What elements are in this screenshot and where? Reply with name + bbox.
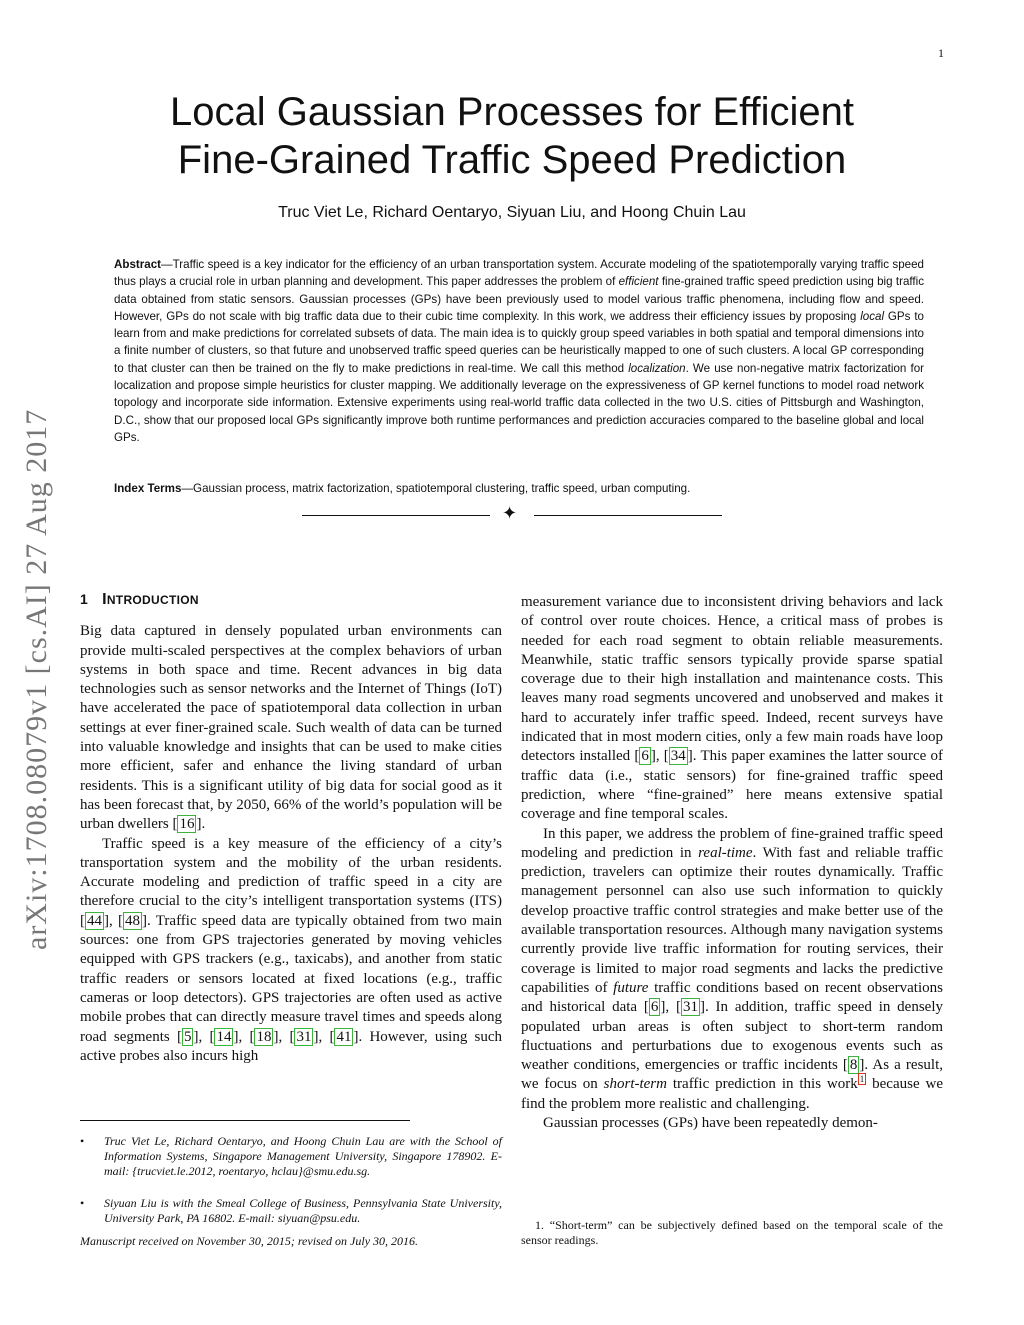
index-terms-label: Index Terms bbox=[114, 482, 182, 495]
paragraph-text: . With fast and reliable traffic prediction, travelers can optimize their routes dynamically. Traffic management personnel can also use such information to quickly develop proactive traffic control strategies and make better use of the available transportation resources. Although many navigation systems currently provide live traffic information for routing services, their coverage is limited to major road segments and lacks the predictive capabilities of bbox=[521, 844, 943, 996]
section-separator bbox=[302, 505, 722, 525]
citation-link[interactable]: 8 bbox=[849, 1057, 858, 1074]
left-column bbox=[80, 590, 502, 1066]
separator-line-right bbox=[534, 515, 722, 516]
author-list: Truc Viet Le, Richard Oentaryo, Siyuan Liu, and Hoong Chuin Lau bbox=[278, 204, 746, 221]
title-line-2: Fine-Grained Traffic Speed Prediction bbox=[177, 138, 847, 182]
title-line-1: Local Gaussian Processes for Efficient bbox=[169, 90, 855, 134]
abstract-text-2: fine-grained traffic speed prediction using big traffic data obtained from static sensors. Gaussian processes (GPs) have been previously used to model various traffic phenomena, including flow and speed. However, GPs do not scale with big traffic data due to their cubic time complexity. In this work, we address their efficiency issues by proposing bbox=[114, 275, 924, 323]
index-terms bbox=[114, 482, 924, 495]
citation-link[interactable]: 5 bbox=[183, 1028, 192, 1045]
separator-star-icon: ✦ bbox=[502, 503, 518, 524]
section-heading-introduction bbox=[80, 590, 502, 610]
separator-text: , bbox=[238, 1028, 250, 1045]
affiliation-2 bbox=[80, 1196, 502, 1226]
abstract bbox=[114, 256, 924, 446]
abstract-text-3: GPs to learn from and make predictions for correlated subsets of data. The main idea is to quickly group speed variables in both spatial and temporal dimensions into a finite number of clusters, so that future and unobserved traffic speed queries can be heuristically mapped to one of such clusters. A local GP corresponding to that cluster can then be trained on the fly to make predictions in real-time. We call this method bbox=[114, 309, 924, 375]
intro-paragraph-2: Traffic speed is a key measure of the efficiency of a city’s transportation system and the mobility of the urban residents. Accurate modeling and prediction of traffic speed in a city are therefore crucial to the city’s intelligent transportation systems (ITS) [ 44 ], [ 48 ]. Traffic speed data are typically obtained from two main sources: one from GPS trajectories generated by moving vehicles equipped with GPS trackers (e.g., taxicabs), and another from static traffic readers or sensors located at fixed locations (e.g., traffic cameras or loop detectors). GPS trajectories are often used as active mobile probes that can directly measure travel times and speeds along road segments [ 5 ], [ 14 ], [ 18 ], [ 31 ], [ 41 ]. However, using such active probes also incurs high bbox=[80, 835, 503, 1064]
citation-link[interactable]: 31 bbox=[682, 999, 698, 1016]
citation-link[interactable]: 41 bbox=[336, 1028, 352, 1045]
emphasis-text: short-term bbox=[603, 1076, 667, 1093]
intro-paragraph-4: In this paper, we address the problem of fine-grained traffic speed modeling and prediction in real-time. With fast and reliable traffic prediction, travelers can optimize their routes dynamically. Traffic management personnel can also use such information to quickly develop proactive traffic control strategies and make better use of the available transportation resources. Although many navigation systems currently provide live traffic information for routing services, their coverage is limited to major road segments and lacks the predictive capabilities of future traffic conditions based on recent observations and historical data [ 6 ], [ 31 ]. In addition, traffic speed in densely populated urban areas is often subject to short-term random fluctuations and perturbations due to exogenous events such as weather conditions, emergencies or traffic incidents [ 8 ]. As a result, we focus on short-term traffic prediction in this work $^1$ because we find the problem more realistic and challenging. bbox=[521, 825, 943, 1112]
paragraph-text: . In addition, traffic speed in densely populated urban areas is often subject to short-term random fluctuations and perturbations due to exogenous events such as weather conditions, emergencies or traffic incidents bbox=[521, 999, 943, 1074]
paragraph-text: because we find the problem more realistic and challenging. bbox=[521, 1076, 943, 1112]
bullet-icon: • bbox=[80, 1196, 85, 1210]
footnote-link[interactable]: 1 bbox=[859, 1074, 865, 1085]
separator-text: , bbox=[665, 999, 676, 1016]
abstract-text-4: . We use non-negative matrix factorization for localization and propose simple heuristics for cluster mapping. We additionally leverage on the expressiveness of GP kernel functions to model road network topology and incorporate side information. Extensive experiments using real-world traffic data collected in the two U.S. cities of Pittsburgh and Washington, D.C., show that our proposed local GPs significantly improve both runtime performances and prediction accuracies compared to the baseline global and local GPs. bbox=[114, 361, 925, 444]
abstract-label: Abstract bbox=[114, 258, 162, 271]
manuscript-note: Manuscript received on November 30, 2015; revised on July 30, 2016. bbox=[80, 1234, 419, 1248]
affiliation-1 bbox=[80, 1134, 502, 1179]
section-title-initial: I bbox=[102, 591, 107, 608]
intro-paragraph-3: measurement variance due to inconsistent driving behaviors and lack of control over route choices. Hence, a critical mass of probes is needed for each road segment to obtain reliable measurements. Meanwhile, static traffic sensors typically provide sparse spatial coverage due to their high installation and maintenance costs. This leaves many road segments uncovered and unobserved and makes it hard to accurately infer traffic speed. Indeed, recent surveys have indicated that in most modern cities, only a few main roads have loop detectors installed [ 6 ], [ 34 ]. This paper examines the latter source of traffic data (i.e., static sensors) for fine-grained traffic speed prediction, where “fine-grained” here means extensive spatial coverage and fine temporal scales. bbox=[521, 594, 944, 823]
paragraph-text: . bbox=[201, 816, 206, 833]
separator-text: , bbox=[109, 912, 119, 929]
separator-text: , bbox=[278, 1028, 290, 1045]
index-terms-text: —Gaussian process, matrix factorization, spatiotemporal clustering, traffic speed, urban computing. bbox=[181, 482, 691, 495]
page-number: 1 bbox=[938, 46, 944, 60]
citation-link[interactable]: 14 bbox=[216, 1028, 232, 1045]
emphasis-text: real-time bbox=[698, 844, 753, 861]
separator-text: , bbox=[198, 1028, 210, 1045]
separator-text: , bbox=[655, 748, 664, 765]
paragraph-text: measurement variance due to inconsistent driving behaviors and lack of control over route choices. Hence, a critical mass of probes is needed for each road segment to obtain reliable measurements. Meanwhile, static traffic sensors typically provide sparse spatial coverage due to their high installation and maintenance costs. This leaves many road segments uncovered and unobserved and makes it hard to accurately infer traffic speed. Indeed, recent surveys have indicated that in most modern cities, only a few main roads have loop detectors installed bbox=[521, 594, 943, 765]
section-number: 1 bbox=[80, 591, 89, 607]
paragraph-text: traffic conditions based on recent observations and historical data bbox=[521, 979, 943, 1016]
bullet-icon: • bbox=[80, 1134, 85, 1148]
paragraph-text: . However, using such active probes also incurs high bbox=[80, 1028, 503, 1064]
paper-title bbox=[0, 88, 1024, 184]
citation-link[interactable]: 31 bbox=[296, 1028, 312, 1045]
paragraph-text: traffic prediction in this work bbox=[666, 1076, 858, 1093]
citation-link[interactable]: 18 bbox=[256, 1028, 272, 1045]
abstract-emphasis-1: efficient bbox=[618, 275, 659, 289]
right-column bbox=[521, 593, 943, 1133]
abstract-emphasis-2: local bbox=[860, 309, 885, 323]
footnote-rule bbox=[80, 1120, 410, 1121]
citation-link[interactable]: 6 bbox=[650, 999, 659, 1016]
intro-paragraph-1: Big data captured in densely populated urban environments can provide multi-scaled perspectives at the complex behaviors of urban systems in both space and time. Recent advances in big data technologies such as sensor networks and the Internet of Things (IoT) have accelerated the pace of spatiotemporal data collection in urban settings at ever finer-grained scale. Such wealth of data can be turned into valuable knowledge and insights that can be used to make cities more efficient, safer and enhance the living standard of urban residents. This is a significant utility of big data for social good as it has been forecast that, by 2050, 66% of the world’s population will be urban dwellers [ 16 ]. bbox=[80, 623, 502, 833]
paragraph-text: Traffic speed is a key measure of the efficiency of a city’s transportation system and the mobility of the urban residents. Accurate modeling and prediction of traffic speed in a city are therefore crucial to the city’s intelligent transportation systems (ITS) bbox=[80, 835, 502, 910]
citation-link[interactable]: 48 bbox=[125, 912, 141, 929]
affiliation-text: Siyuan Liu is with the Smeal College of Business, Pennsylvania State University, University Park, PA 16802. E-mail: siyuan@psu.edu. bbox=[104, 1196, 502, 1225]
separator-text: , bbox=[318, 1028, 330, 1045]
citation-link[interactable]: 16 bbox=[179, 816, 195, 833]
citation-link[interactable]: 6 bbox=[641, 748, 649, 765]
paragraph-text: . Traffic speed data are typically obtained from two main sources: one from GPS trajectories generated by moving vehicles equipped with GPS trackers (e.g., taxicabs), and another from static traffic readers or sensors located at fixed locations (e.g., traffic cameras or loop detectors). GPS trajectories are often used as active mobile probes that can directly measure travel times and speeds along road segments bbox=[80, 912, 503, 1045]
footnote-1: 1. “Short-term” can be subjectively defined based on the temporal scale of the sensor readings. bbox=[521, 1218, 943, 1247]
paragraph-text: In this paper, we address the problem of fine-grained traffic speed modeling and prediction in bbox=[521, 825, 943, 861]
citation-link[interactable]: 44 bbox=[87, 912, 102, 929]
emphasis-text: future bbox=[613, 979, 649, 996]
paragraph-text: . This paper examines the latter source of traffic data (i.e., static sensors) for fine-grained traffic speed prediction, where “fine-grained” here means extensive spatial coverage and fine temporal scales. bbox=[521, 748, 944, 823]
abstract-emphasis-3: localization bbox=[628, 361, 686, 375]
paragraph-text: Big data captured in densely populated urban environments can provide multi-scaled perspectives at the complex behaviors of urban systems in both space and time. Recent advances in big data technologies such as sensor networks and the Internet of Things (IoT) have accelerated the pace of spatiotemporal data collection in urban settings at ever finer-grained scale. Such wealth of data can be turned into valuable knowledge and insights that can be used to make cities more efficient, safer and enhance the living standard of urban residents. This is a significant utility of big data for social good as it has been forecast that, by 2050, 66% of the world’s population will be urban dwellers bbox=[80, 623, 502, 833]
arxiv-stamp: arXiv:1708.08079v1 [cs.AI] 27 Aug 2017 bbox=[20, 408, 53, 950]
affiliation-text: Truc Viet Le, Richard Oentaryo, and Hoong Chuin Lau are with the School of Information Systems, Singapore Management University, Singapore 178902. E-mail: {trucviet.le.2012, roentaryo, hclau}@smu.edu.sg. bbox=[104, 1134, 502, 1178]
paragraph-text: . As a result, we focus on bbox=[521, 1057, 943, 1093]
abstract-text-1: —Traffic speed is a key indicator for the efficiency of an urban transportation system. Accurate modeling of the spatiotemporally varying traffic speed thus plays a crucial role in urban planning and development. This paper addresses the problem of bbox=[114, 258, 924, 289]
separator-line-left bbox=[302, 515, 490, 516]
section-title-rest: NTRODUCTION bbox=[106, 593, 199, 607]
intro-paragraph-5: Gaussian processes (GPs) have been repeatedly demon- bbox=[543, 1115, 878, 1132]
citation-link[interactable]: 34 bbox=[670, 748, 686, 765]
